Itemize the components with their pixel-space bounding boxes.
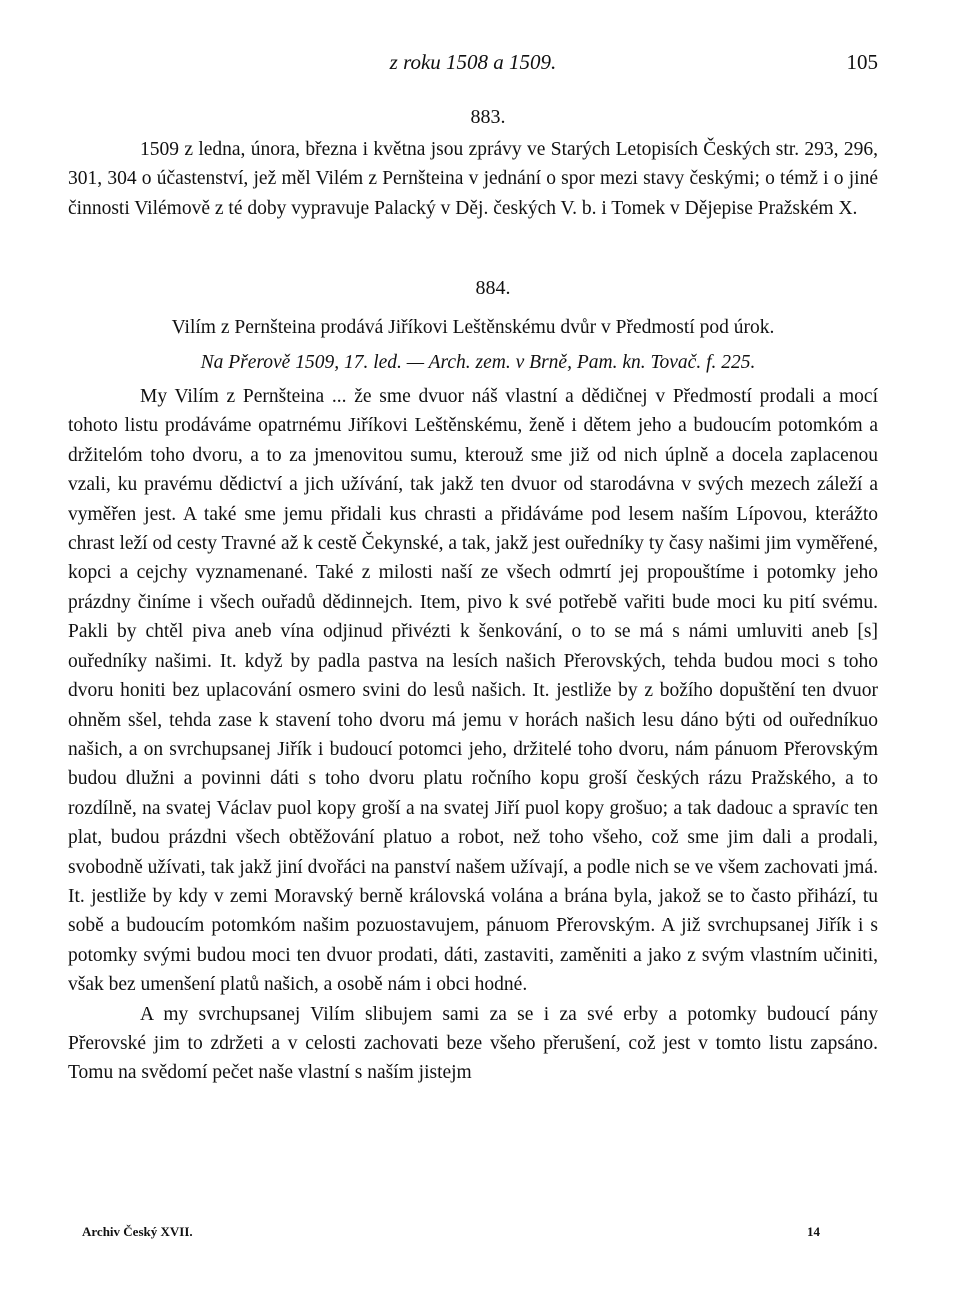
entry-number: 883. (470, 106, 506, 128)
page-footer (82, 1224, 820, 1240)
entry-paragraph: 1509 z ledna, února, března i května jsou zprávy ve Starých Letopisích Českých str. 293, 296, 301, 304 o účastenství, jež měl Vilém z Pernšteina v jednání o spor mezi stavy českými; o témž i o jiné činnosti Vilémově z té doby vypravuje Palacký v Děj. českých V. b. i Tomek v Dějepise Pražském X. (68, 139, 878, 219)
sheet-number: 14 (807, 1224, 820, 1239)
entry-regest: Vilím z Pernšteina prodává Jiříkovi Leštěnskému dvůr v Předmostí pod úrok. (171, 317, 775, 339)
footer-signature: Archiv Český XVII. (82, 1224, 193, 1239)
entry-883 (68, 102, 878, 223)
entry-source-citation: Na Přerově 1509, 17. led. — Arch. zem. v Brně, Pam. kn. Tovač. f. 225. (200, 351, 756, 373)
entry-paragraph: A my svrchupsanej Vilím slibujem sami za se i za své erby a potomky budoucí pány Přerovské jim to zdržeti a v celosti zachovati beze všeho přerušení, což jest v tomto listu zapsáno. Tomu na svědomí pečet naše vlastní s naším jistejm (68, 1003, 878, 1084)
entry-number: 884. (475, 277, 511, 300)
page-header (68, 50, 878, 76)
entry-paragraph: My Vilím z Pernšteina ... že sme dvuor náš vlastní a dědičnej v Předmostí prodali a mocí tohoto listu prodáváme opatrnému Jiříkovi Leštěnskému, ženě i dětem jeho a budoucím potomkóm a držitelóm toho dvoru, a to za jmenovitou sumu, kterouž sme již od nich úplně a docela zaplacenou vzali, ku pravému dědictví a jich užívání, tak jakž ten dvuor od starodávna v svých mezech záleží a vyměřen jest. A také sme jemu přidali kus chrasti a přidáváme pod lesem naším Lípovou, kterážto chrast leží od cesty Travné až k cestě Čekynské, a tak, jakž jest ouředníky ty časy našimi jim vyměřené, kopci a cejchy vyznamenané. Také z milosti naší ze všech odmrtí jej propouštíme i potomky jeho prázdny činíme i všech ouřadů dědinnejch. Item, pivo k své potřebě vařiti bude moci ku pití svému. Pakli by chtěl piva aneb vína odjinud přivézti k šenkování, o to se má s námi umluviti aneb [s] ouředníky našimi. It. když by padla pastva na lesích našich Přerovských, tehda budou moci s toho dvoru honiti bez uplacování osmero svini do lesů našich. It. jestliže by z božího dopuštění ten dvuor ohněm sšel, tehda zase k stavení toho dvoru má jemu v horách našich lesu dáno býti od ouředníkuo našich, a on svrchupsanej Jiřík i budoucí potomci jeho, držitelé toho dvoru, nám pánuom Přerovským budou dlužni a povinni dáti s toho dvoru platu ročního kopu groší českých rázu Pražského, a to rozdílně, na svatej Václav puol kopy groší a na svatej Jiří puol kopy grošuo; a tak dadouc a spravíc ten plat, budou prázdni všech obtěžování platuo a robot, než toho všeho, což sme jim dali a prodali, svobodně užívati, tak jakž jiní dvořáci na panství našem užívají, a podle nich se ve všem zachovati jmá. It. jestliže by kdy v zemi Moravský berně královská volána a brána byla, jakož se to často přihází, tu sobě a budoucím potomkóm našim pozuostavujem, pánuom Přerovským. A již svrchupsanej Jiřík i s potomky svými budou moci ten dvuor prodati, dáti, zastaviti, zaměniti a jako z svým vlastním učiniti, však bez umenšení platů našich, a osobě nám i obci hodné. (68, 386, 878, 996)
running-head: z roku 1508 a 1509. (389, 50, 557, 74)
page-number: 105 (846, 50, 878, 74)
entry-884 (68, 273, 878, 1088)
page-content (68, 102, 878, 1088)
